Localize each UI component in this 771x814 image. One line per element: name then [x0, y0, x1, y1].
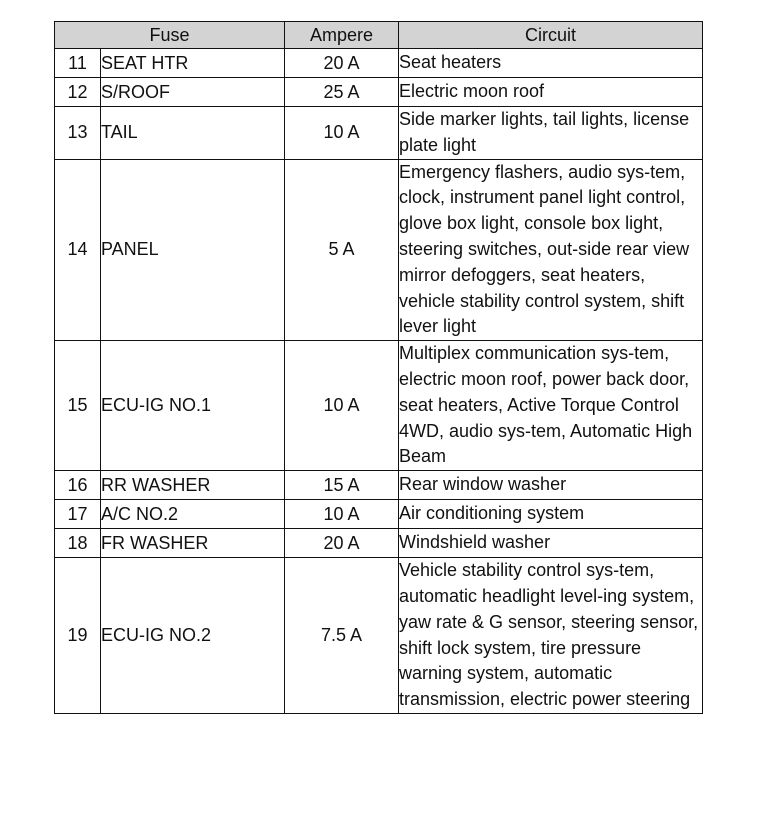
table-row: [55, 529, 703, 558]
fuse-number: 11: [55, 49, 101, 78]
table-row: [55, 78, 703, 107]
fuse-ampere: 10 A: [285, 107, 399, 160]
fuse-ampere: 20 A: [285, 529, 399, 558]
fuse-name: SEAT HTR: [101, 49, 285, 78]
table-row: [55, 159, 703, 341]
fuse-name: S/ROOF: [101, 78, 285, 107]
fuse-name: RR WASHER: [101, 471, 285, 500]
table-row: [55, 107, 703, 160]
fuse-ampere: 15 A: [285, 471, 399, 500]
fuse-circuit: Windshield washer: [399, 529, 703, 558]
table-row: [55, 500, 703, 529]
fuse-circuit: Multiplex communication sys-tem, electric moon roof, power back door, seat heaters, Active Torque Control 4WD, audio sys-tem, Automatic High Beam: [399, 341, 703, 471]
fuse-name: A/C NO.2: [101, 500, 285, 529]
table-row: [55, 341, 703, 471]
fuse-ampere: 25 A: [285, 78, 399, 107]
fuse-name: ECU-IG NO.1: [101, 341, 285, 471]
fuse-ampere: 10 A: [285, 500, 399, 529]
fuse-name: FR WASHER: [101, 529, 285, 558]
table-row: [55, 558, 703, 714]
fuse-number: 15: [55, 341, 101, 471]
fuse-circuit: Electric moon roof: [399, 78, 703, 107]
table-row: [55, 49, 703, 78]
fuse-number: 12: [55, 78, 101, 107]
fuse-number: 13: [55, 107, 101, 160]
header-ampere: Ampere: [285, 22, 399, 49]
fuse-number: 17: [55, 500, 101, 529]
fuse-table: [54, 21, 703, 714]
header-circuit: Circuit: [399, 22, 703, 49]
fuse-circuit: Seat heaters: [399, 49, 703, 78]
fuse-circuit: Rear window washer: [399, 471, 703, 500]
header-fuse: Fuse: [55, 22, 285, 49]
fuse-circuit: Air conditioning system: [399, 500, 703, 529]
fuse-name: ECU-IG NO.2: [101, 558, 285, 714]
fuse-name: PANEL: [101, 159, 285, 341]
fuse-circuit: Emergency flashers, audio sys-tem, clock, instrument panel light control, glove box light, console box light, steering switches, out-side rear view mirror defoggers, seat heaters, vehicle stability control system, shift lever light: [399, 159, 703, 341]
fuse-number: 18: [55, 529, 101, 558]
table-row: [55, 471, 703, 500]
fuse-ampere: 5 A: [285, 159, 399, 341]
fuse-ampere: 7.5 A: [285, 558, 399, 714]
fuse-circuit: Side marker lights, tail lights, license plate light: [399, 107, 703, 160]
header-row: [55, 22, 703, 49]
fuse-number: 14: [55, 159, 101, 341]
fuse-ampere: 20 A: [285, 49, 399, 78]
fuse-number: 16: [55, 471, 101, 500]
fuse-name: TAIL: [101, 107, 285, 160]
fuse-ampere: 10 A: [285, 341, 399, 471]
fuse-circuit: Vehicle stability control sys-tem, automatic headlight level-ing system, yaw rate & G sensor, steering sensor, shift lock system, tire pressure warning system, automatic transmission, electric power steering: [399, 558, 703, 714]
fuse-number: 19: [55, 558, 101, 714]
